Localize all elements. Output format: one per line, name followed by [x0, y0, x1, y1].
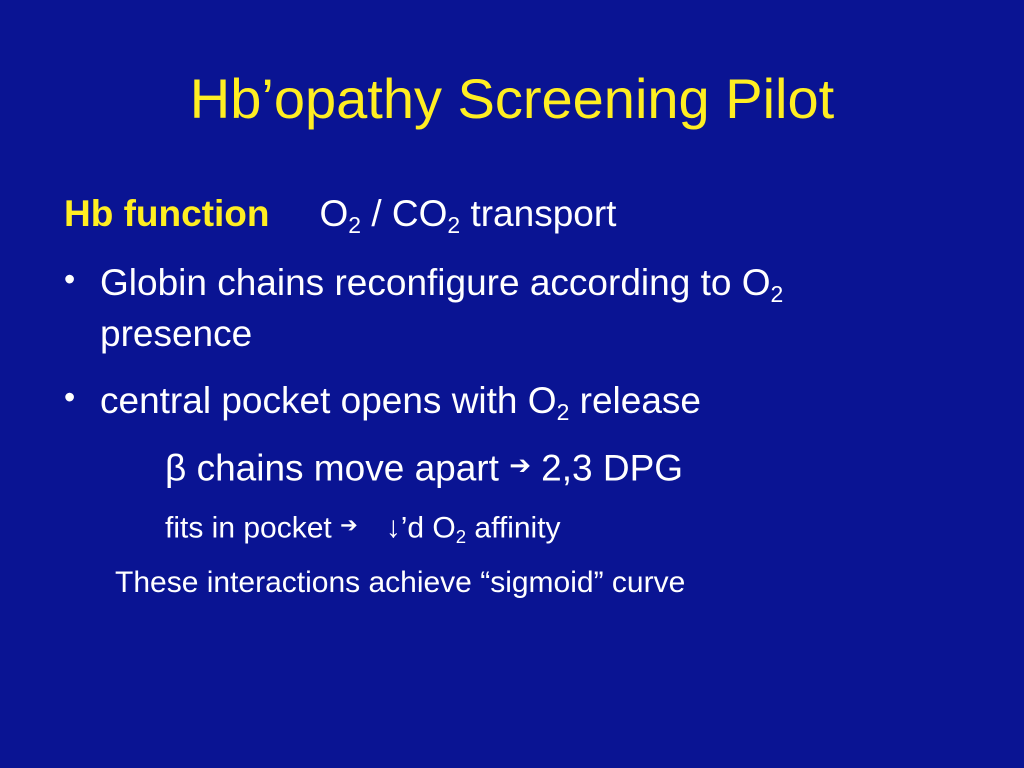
co2-subscript: 2: [447, 211, 461, 238]
beta-chains-text: chains move apart: [186, 447, 510, 489]
right-arrow-icon: ➔: [340, 514, 358, 537]
fits-in-pocket-line: [165, 508, 561, 546]
slide-title: Hb’opathy Screening Pilot: [189, 67, 835, 130]
bullet-dot: •: [64, 379, 76, 415]
bullet-central-pocket: [100, 379, 701, 423]
affinity-text: affinity: [466, 511, 561, 545]
fits-pocket-text: fits in pocket: [165, 511, 341, 545]
dpg-text: 2,3 DPG: [530, 447, 684, 489]
bullet-dot: •: [64, 261, 76, 297]
bullet-pocket-subscript: 2: [556, 398, 570, 425]
bullet-globin-subscript: 2: [770, 280, 784, 307]
sigmoid-curve-line: These interactions achieve “sigmoid” curve: [115, 566, 686, 599]
hb-function-label: Hb function: [64, 193, 270, 234]
bullet-globin-continuation: presence: [100, 313, 253, 354]
co2-text: / CO: [361, 193, 448, 234]
affinity-subscript: 2: [455, 525, 467, 547]
right-arrow-icon: ➔: [509, 452, 531, 480]
bullet-globin-text: Globin chains reconfigure according to O: [100, 262, 771, 303]
bullet-globin-chains: [100, 261, 783, 305]
beta-chains-line: [165, 444, 683, 490]
bullet-pocket-text: central pocket opens with O: [100, 380, 557, 421]
bullet-pocket-tail: release: [569, 380, 701, 421]
hb-function-line: [64, 192, 616, 236]
o2-text: O: [319, 193, 349, 234]
transport-text: transport: [460, 193, 617, 234]
affinity-o-text: ’d O: [400, 511, 456, 545]
o2-subscript: 2: [348, 211, 362, 238]
beta-symbol: β: [165, 447, 187, 489]
down-arrow-icon: ↓: [385, 511, 401, 545]
